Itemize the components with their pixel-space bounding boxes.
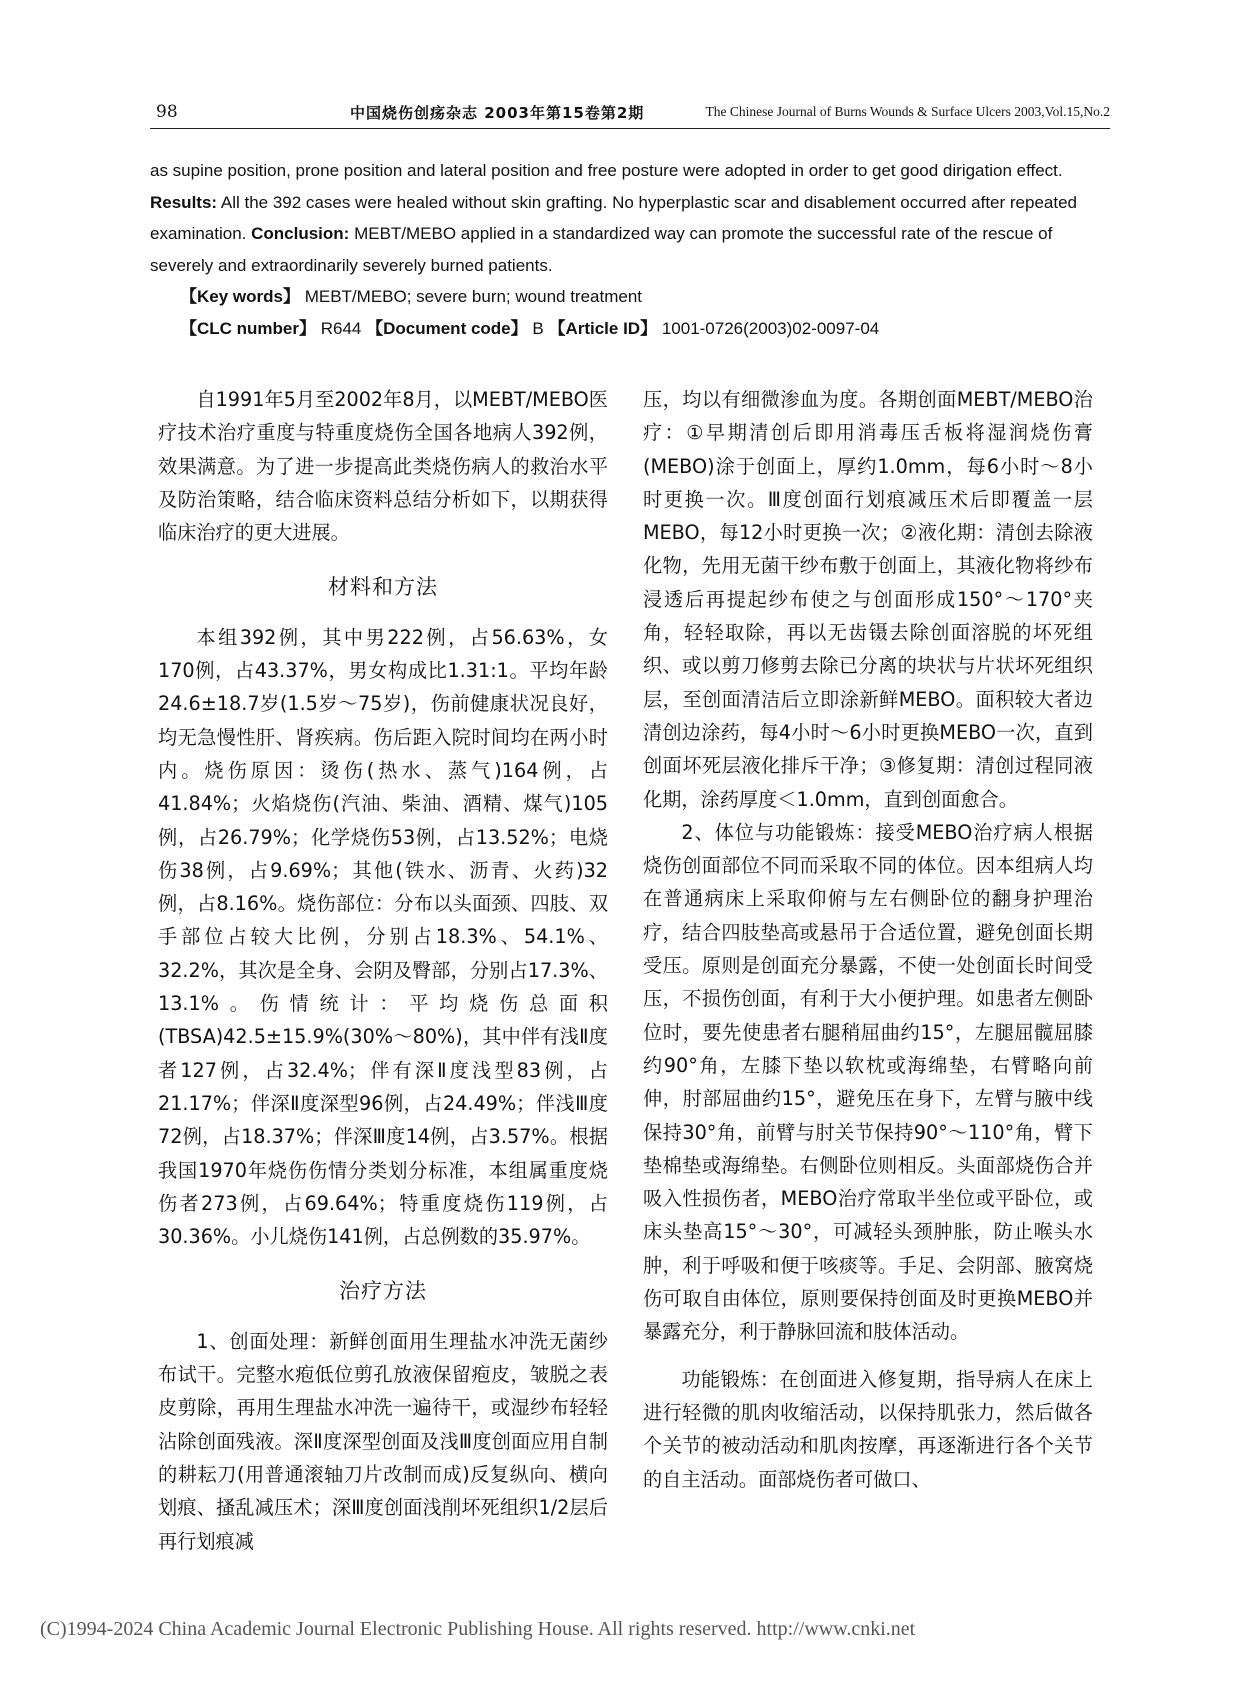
section-heading-treatment: 治疗方法	[339, 1279, 427, 1304]
intro-paragraph: 自1991年5月至2002年8月，以MEBT/MEBO医疗技术治疗重度与特重度烧伤全国各地病人392例，效果满意。为了进一步提高此类烧伤病人的救治水平及防治策略，结合临床资料总结分析如下，以期获得临床治疗的更大进展。	[158, 388, 608, 545]
exercise-paragraph: 功能锻炼：在创面进入修复期，指导病人在床上进行轻微的肌肉收缩活动，以保持肌张力，然后做各个关节的被动活动和肌肉按摩，再逐渐进行各个关节的自主活动。面部烧伤者可做口、	[643, 1367, 1093, 1491]
results-label: Results:	[150, 192, 218, 212]
abstract-line: as supine position, prone position and lateral position and free posture were adopted in order to get good dirigation effect.	[150, 161, 1063, 180]
article-id-label: 【Article ID】	[548, 318, 658, 338]
journal-title-en: The Chinese Journal of Burns Wounds & Surface Ulcers 2003,Vol.15,No.2	[705, 104, 1110, 119]
treatment-continued-paragraph: 压，均以有细微渗血为度。各期创面MEBT/MEBO治疗：①早期清创后即用消毒压舌板将湿润烧伤膏(MEBO)涂于创面上，厚约1.0mm，每6小时～8小时更换一次。Ⅲ度创面行划痕减压术后即覆盖一层MEBO，每12小时更换一次；②液化期：清创去除液化物，先用无菌干纱布敷于创面上，其液化物将纱布浸透后再提起纱布使之与创面形成150°～170°夹角，轻轻取除，再以无齿镊去除创面溶脱的坏死组织、或以剪刀修剪去除已分离的块状与片状坏死组织层，至创面清洁后立即涂新鲜MEBO。面积较大者边清创边涂药，每4小时～6小时更换MEBO一次，直到创面坏死层液化排斥干净；③修复期：清创过程同液化期，涂药厚度＜1.0mm，直到创面愈合。	[643, 388, 1093, 811]
conclusion-text: MEBT/MEBO applied in a standardized way can promote the successful rate of the rescue of severely and extraordinarily severely burned patients.	[150, 224, 1053, 275]
treatment-paragraph: 1、创面处理：新鲜创面用生理盐水冲洗无菌纱布试干。完整水疱低位剪孔放液保留疱皮，皱脱之表皮剪除，再用生理盐水冲洗一遍待干，或湿纱布轻轻沾除创面残液。深Ⅱ度深型创面及浅Ⅲ度创面应用自制的耕耘刀(用普通滚轴刀片改制而成)反复纵向、横向划痕、搔乱减压术；深Ⅲ度创面浅削坏死组织1/2层后再行划痕减	[158, 1329, 608, 1553]
clc-value: R644	[320, 318, 362, 338]
left-column	[158, 383, 608, 1558]
keywords-text: MEBT/MEBO; severe burn; wound treatment	[299, 287, 643, 306]
doc-code-value: B	[532, 318, 544, 338]
clc-label: 【CLC number】	[180, 318, 316, 338]
section-heading-materials: 材料和方法	[328, 575, 438, 600]
abstract-results	[150, 187, 1110, 282]
keywords-label: 【Key words】	[180, 287, 300, 306]
english-abstract	[150, 155, 1110, 344]
doc-code-label: 【Document code】	[366, 318, 528, 338]
results-text: All the 392 cases were healed without skin grafting. No hyperplastic scar and disablement occurred after repeated examination.	[150, 192, 1078, 243]
article-id-value: 1001-0726(2003)02-0097-04	[661, 318, 880, 338]
materials-paragraph: 本组392例，其中男222例，占56.63%，女170例，占43.37%，男女构成比1.31:1。平均年龄24.6±18.7岁(1.5岁～75岁)，伤前健康状况良好，均无急慢性肝、肾疾病。伤后距入院时间均在两小时内。烧伤原因：烫伤(热水、蒸气)164例，占41.84%；火焰烧伤(汽油、柴油、酒精、煤气)105例，占26.79%；化学烧伤53例，占13.52%；电烧伤38例，占9.69%；其他(铁水、沥青、火药)32例，占8.16%。烧伤部位：分布以头面颈、四肢、双手部位占较大比例，分别占18.3%、54.1%、32.2%，其次是全身、会阴及臀部，分别占17.3%、13.1%。伤情统计：平均烧伤总面积(TBSA)42.5±15.9%(30%～80%)，其中伴有浅Ⅱ度者127例，占32.4%；伴有深Ⅱ度浅型83例，占21.17%；伴深Ⅱ度深型96例，占24.49%；伴浅Ⅲ度72例，占18.37%；伴深Ⅲ度14例，占3.57%。根据我国1970年烧伤伤情分类划分标准，本组属重度烧伤者273例，占69.64%；特重度烧伤119例，占30.36%。小儿烧伤141例，占总例数的35.97%。	[158, 625, 608, 1249]
copyright-footer: (C)1994-2024 China Academic Journal Electronic Publishing House. All rights reserved. http://www.cnki.net	[40, 1618, 916, 1640]
right-column	[643, 383, 1093, 1496]
journal-title-cn: 中国烧伤创疡杂志 2003年第15卷第2期	[350, 104, 645, 122]
conclusion-label: Conclusion:	[251, 224, 350, 243]
classification-line	[150, 313, 1110, 345]
page-number: 98	[156, 102, 178, 122]
keywords	[150, 281, 1110, 313]
running-header	[150, 100, 1110, 129]
position-paragraph: 2、体位与功能锻炼：接受MEBO治疗病人根据烧伤创面部位不同而采取不同的体位。因本组病人均在普通病床上采取仰俯与左右侧卧位的翻身护理治疗，结合四肢垫高或悬吊于合适位置，避免创面长期受压。原则是创面充分暴露，不使一处创面长时间受压，不损伤创面，有利于大小便护理。如患者左侧卧位时，要先使患者右腿稍屈曲约15°，左腿屈髋屈膝约90°角，左膝下垫以软枕或海绵垫，右臂略向前伸，肘部屈曲约15°，避免压在身下，左臂与腋中线保持30°角，前臂与肘关节保持90°～110°角，臂下垫棉垫或海绵垫。右侧卧位则相反。头面部烧伤合并吸入性损伤者，MEBO治疗常取半坐位或平卧位，或床头垫高15°～30°，可减轻头颈肿胀，防止喉头水肿，利于呼吸和便于咳痰等。手足、会阴部、腋窝烧伤可取自由体位，原则要保持创面及时更换MEBO并暴露充分，利于静脉回流和肢体活动。	[643, 820, 1093, 1344]
